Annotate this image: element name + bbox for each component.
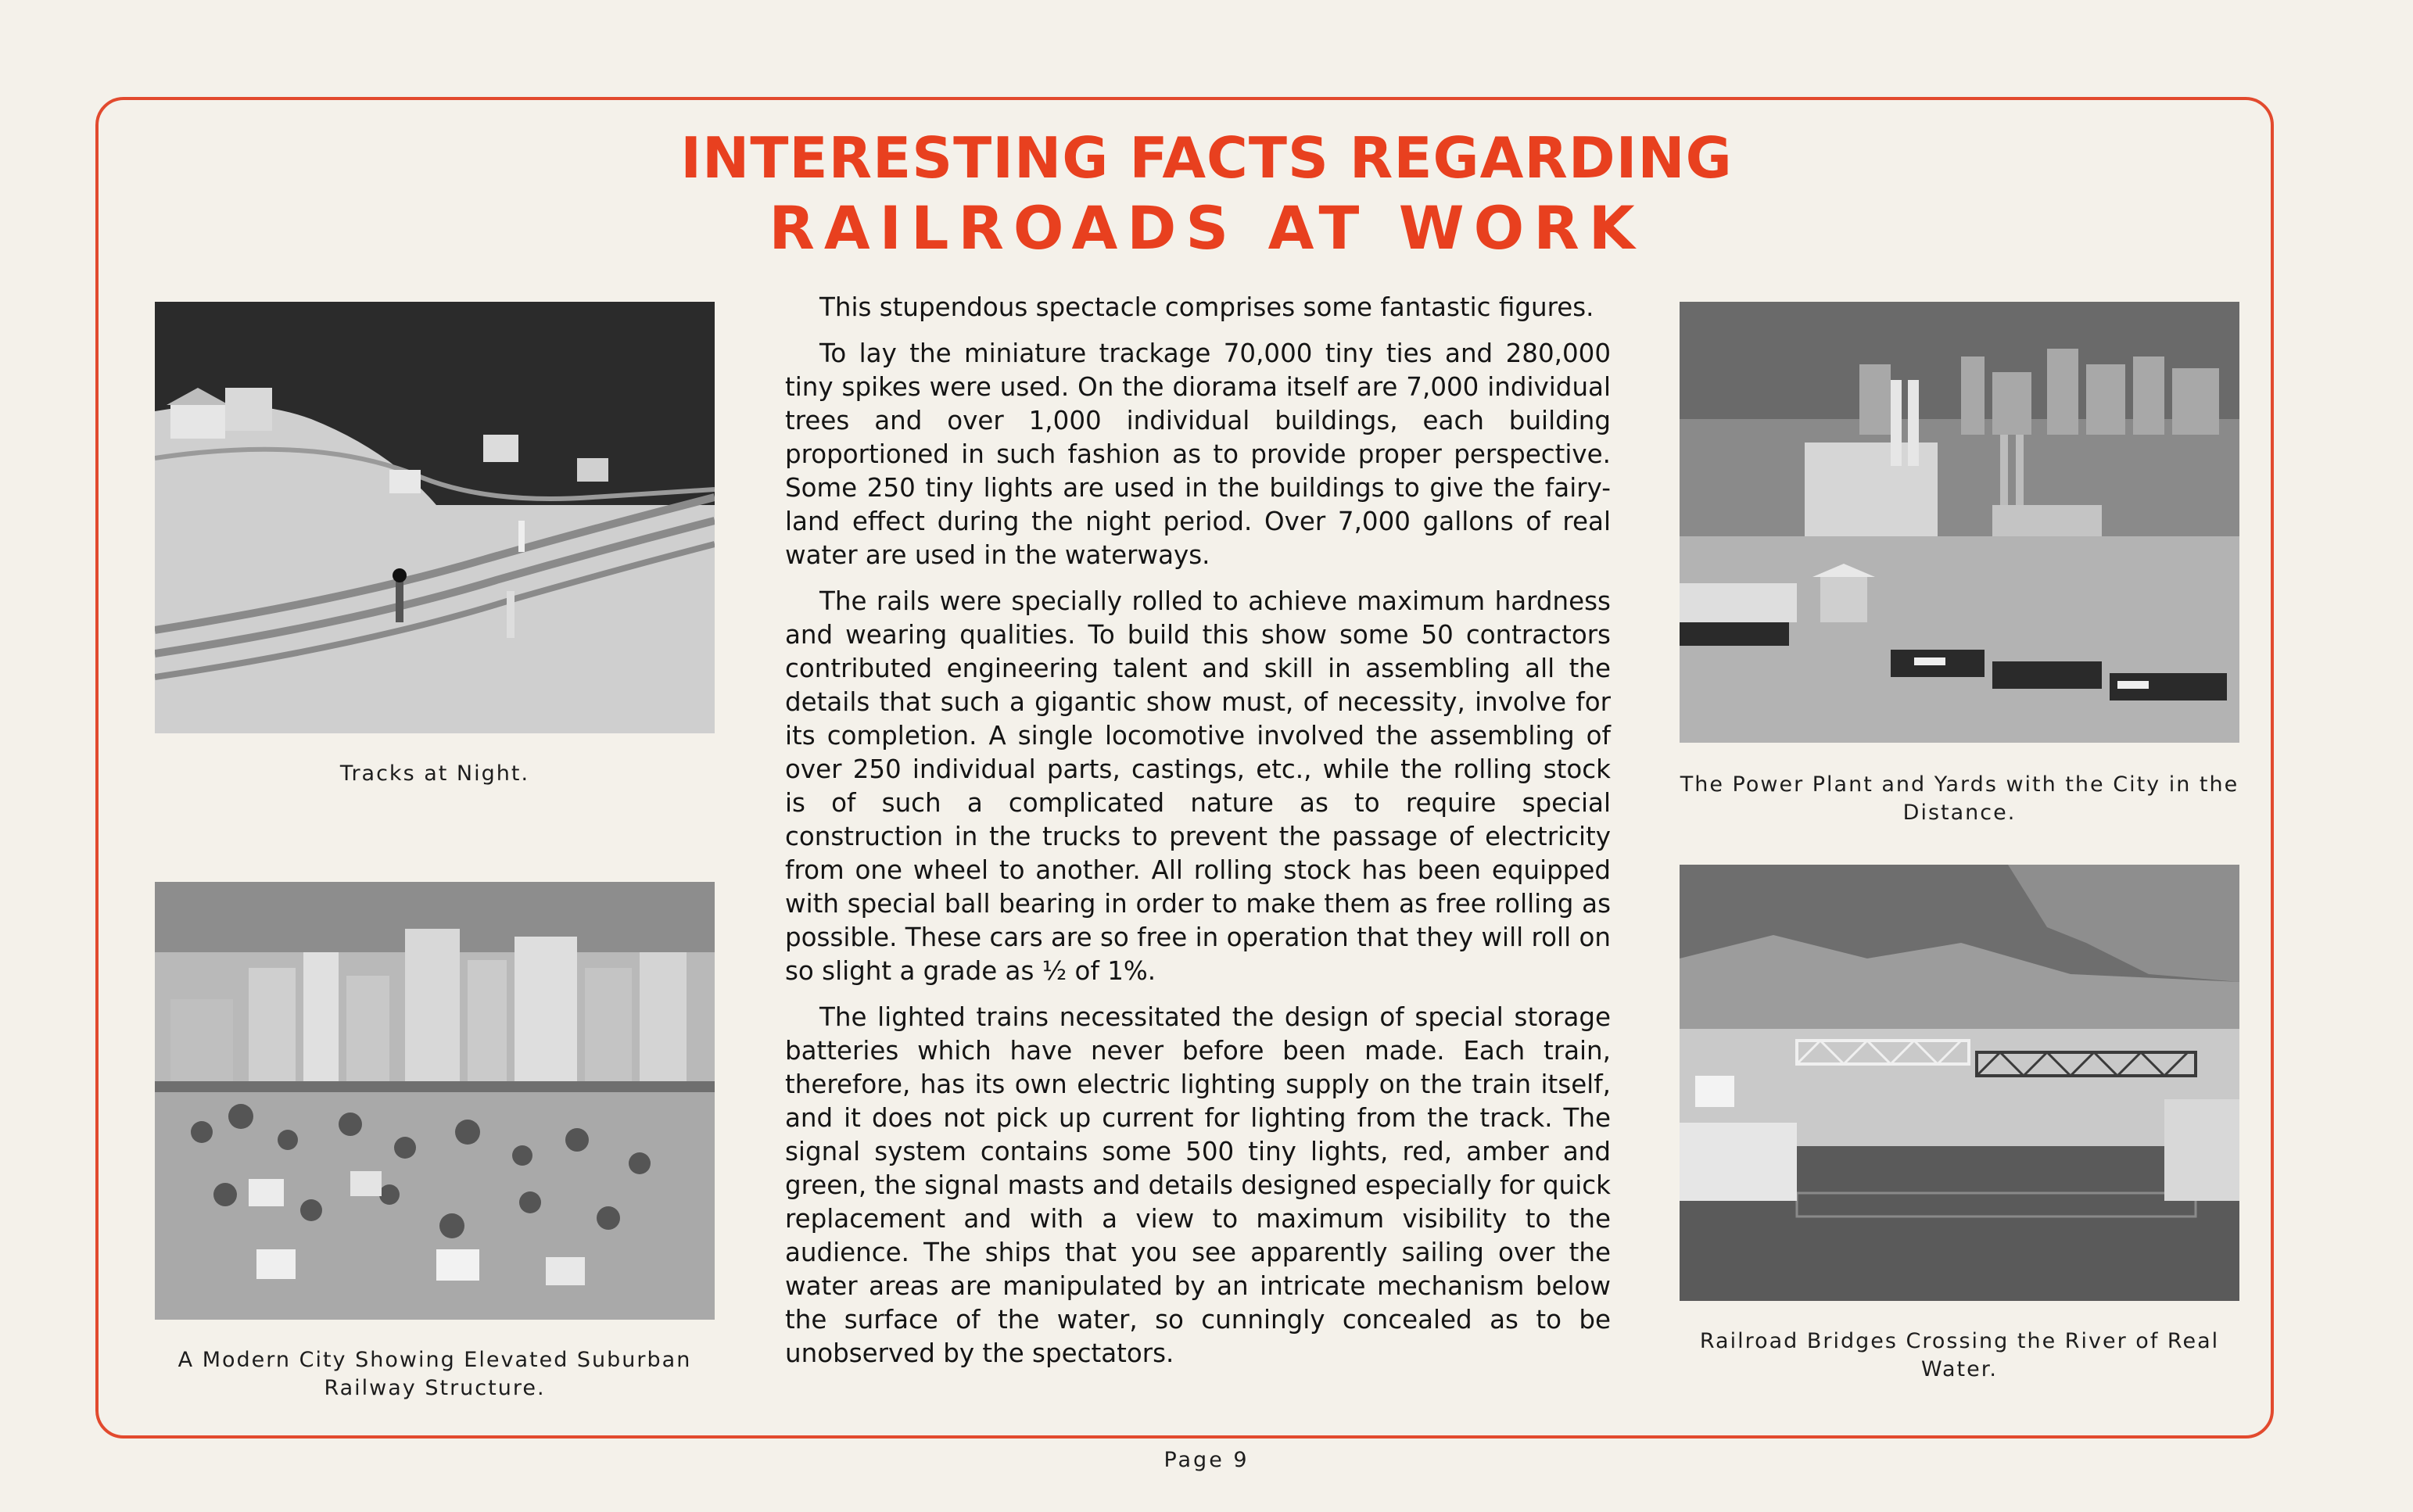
photo-railroad-bridges bbox=[1680, 865, 2239, 1301]
title-line-1: INTERESTING FACTS REGARDING bbox=[680, 125, 1733, 191]
caption-tracks-at-night: Tracks at Night. bbox=[339, 761, 530, 786]
article-body bbox=[785, 291, 1611, 1383]
photo-modern-city bbox=[155, 882, 715, 1320]
paragraph-lighted-trains: The lighted trains necessitated the design of special storage batteries which have never before been made. Each train, therefore, has its own electric lighting supply on the train itself, and it does not pick up current for lighting from the track. The signal system contains some 500 tiny lights, red, amber and green, the signal masts and details designed especially for quick replacement and with a view to maximum visibility to the audience. The ships that you see apparently sailing over the water areas are manipulated by an intricate mechanism below the surface of the water, so cunningly concealed as to be unobserved by the spectators. bbox=[785, 1002, 1611, 1368]
paragraph-intro: This stupendous spectacle comprises some fantastic figures. bbox=[819, 292, 1594, 322]
caption-bridges: Railroad Bridges Crossing the River of Real Water. bbox=[1699, 1329, 2220, 1381]
title-line-2: RAILROADS AT WORK bbox=[769, 193, 1644, 263]
caption-modern-city: A Modern City Showing Elevated Suburban Railway Structure. bbox=[177, 1348, 692, 1400]
caption-power-plant: The Power Plant and Yards with the City in the Distance. bbox=[1680, 772, 2239, 825]
page-title bbox=[0, 125, 2413, 263]
photo-tracks-at-night bbox=[155, 302, 715, 733]
photo-power-plant bbox=[1680, 302, 2239, 743]
page-number: Page 9 bbox=[1163, 1448, 1250, 1472]
paragraph-trackage: To lay the miniature trackage 70,000 tiny ties and 280,000 tiny spikes were used. On the diorama itself are 7,000 individual trees and over 1,000 individual buildings, each building proportioned in such fashion as to provide proper perspective. Some 250 tiny lights are used in the buildings to give the fairy-land effect during the night period. Over 7,000 gallons of real water are used in the waterways. bbox=[785, 339, 1611, 570]
paragraph-rails: The rails were specially rolled to achieve maximum hardness and wearing qualities. To build this show some 50 contractors contributed engineering talent and skill in assembling all the details that such a gigantic show must, of necessity, involve for its completion. A single locomotive involved the assembling of over 250 individual parts, castings, etc., while the rolling stock is of such a complicated nature as to require special construction in the trucks to prevent the passage of electricity from one wheel to another. All rolling stock has been equipped with special ball bearing in order to make them as free rolling as possible. These cars are so free in operation that they will roll on so slight a grade as ½ of 1%. bbox=[785, 586, 1611, 986]
